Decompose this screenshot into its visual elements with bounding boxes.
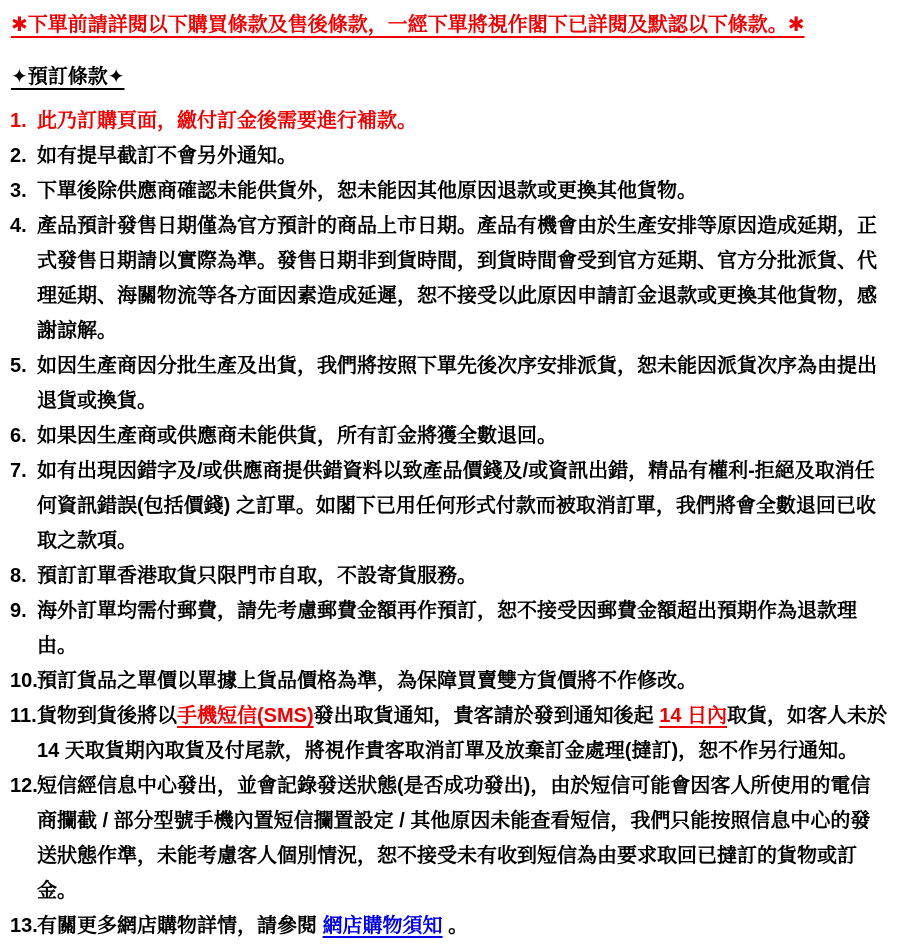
term-text: 如因生產商因分批生產及出貨，我們將按照下單先後次序安排派貨，恕未能因派貨次序為由提出退貨或換貨。: [37, 355, 877, 412]
term-item-5: [0, 349, 890, 419]
term-number: 8.: [10, 565, 27, 587]
term-item-1: [0, 104, 890, 139]
term-item-8: [0, 559, 890, 594]
term-text: 。: [442, 915, 469, 937]
highlighted-term-text: 手機短信(SMS): [177, 705, 314, 727]
term-text: 取貨，如客人未於 14 天取貨期內取貨及付尾款，將視作貴客取消訂單及放棄訂金處理(撻訂)，恕不作另行通知。: [37, 705, 888, 762]
term-number: 7.: [10, 460, 27, 482]
term-item-12: [0, 769, 890, 909]
term-item-13: [0, 909, 890, 944]
term-number: 5.: [10, 355, 27, 377]
term-text: 預訂訂單香港取貨只限門市自取，不設寄貨服務。: [37, 565, 477, 587]
term-text: 如有出現因錯字及/或供應商提供錯資料以致產品價錢及/或資訊出錯，精品有權利-拒絕及取消任何資訊錯誤(包括價錢) 之訂單。如閣下已用任何形式付款而被取消訂單，我們將會全數退回已收取之款項。: [37, 460, 876, 552]
term-text: 預訂貨品之單價以單據上貨品價格為準，為保障買賣雙方貨價將不作修改。: [37, 670, 697, 692]
term-text: 海外訂單均需付郵費，請先考慮郵費金額再作預訂，恕不接受因郵費金額超出預期作為退款理由。: [37, 600, 857, 657]
term-number: 2.: [10, 145, 27, 167]
purchase-notice-title: ✱下單前請詳閱以下購買條款及售後條款，一經下單將視作閣下已詳閱及默認以下條款。✱: [11, 14, 805, 36]
term-number: 10.: [10, 670, 38, 692]
term-number: 9.: [10, 600, 27, 622]
term-text: 有關更多網店購物詳情，請參閱: [37, 915, 323, 937]
term-text: 如有提早截訂不會另外通知。: [37, 145, 297, 167]
term-number: 4.: [10, 215, 27, 237]
term-item-9: [0, 594, 890, 664]
term-item-11: [0, 699, 890, 769]
term-text: 貨物到貨後將以: [37, 705, 177, 727]
term-item-3: [0, 174, 890, 209]
term-number: 13.: [10, 915, 38, 937]
highlighted-term-text: 14 日內: [659, 705, 728, 727]
term-text: 如果因生產商或供應商未能供貨，所有訂金將獲全數退回。: [37, 425, 557, 447]
term-number: 11.: [10, 705, 37, 727]
store-shopping-guide-link[interactable]: 網店購物須知: [322, 915, 443, 937]
term-number: 3.: [10, 180, 27, 202]
terms-list: [0, 104, 899, 944]
term-item-6: [0, 419, 890, 454]
term-text: 產品預計發售日期僅為官方預計的商品上市日期。產品有機會由於生產安排等原因造成延期，正式發售日期請以實際為準。發售日期非到貨時間，到貨時間會受到官方延期、官方分批派貨、代理延期、海關物流等各方面因素造成延遲，恕不接受以此原因申請訂金退款或更換其他貨物，感謝諒解。: [37, 215, 877, 342]
term-item-4: [0, 209, 890, 349]
term-number: 12.: [10, 775, 38, 797]
term-item-2: [0, 139, 890, 174]
term-text: 發出取貨通知，貴客請於發到通知後起: [313, 705, 660, 727]
term-text: 下單後除供應商確認未能供貨外，恕未能因其他原因退款或更換其他貨物。: [37, 180, 697, 202]
term-text: 短信經信息中心發出，並會記錄發送狀態(是否成功發出)，由於短信可能會因客人所使用的電信商攔截 / 部分型號手機內置短信攔置設定 / 其他原因未能查看短信，我們只能按照信息中心的發送狀態作準，未能考慮客人個別情況，恕不接受未有收到短信為由要求取回已撻訂的貨物或訂金。: [37, 775, 871, 902]
term-item-7: [0, 454, 890, 559]
term-item-10: [0, 664, 890, 699]
term-number: 6.: [10, 425, 27, 447]
preorder-terms-heading: ✦預訂條款✦: [11, 66, 125, 88]
term-number: 1.: [10, 110, 27, 132]
term-text: 此乃訂購頁面，繳付訂金後需要進行補款。: [37, 110, 417, 132]
